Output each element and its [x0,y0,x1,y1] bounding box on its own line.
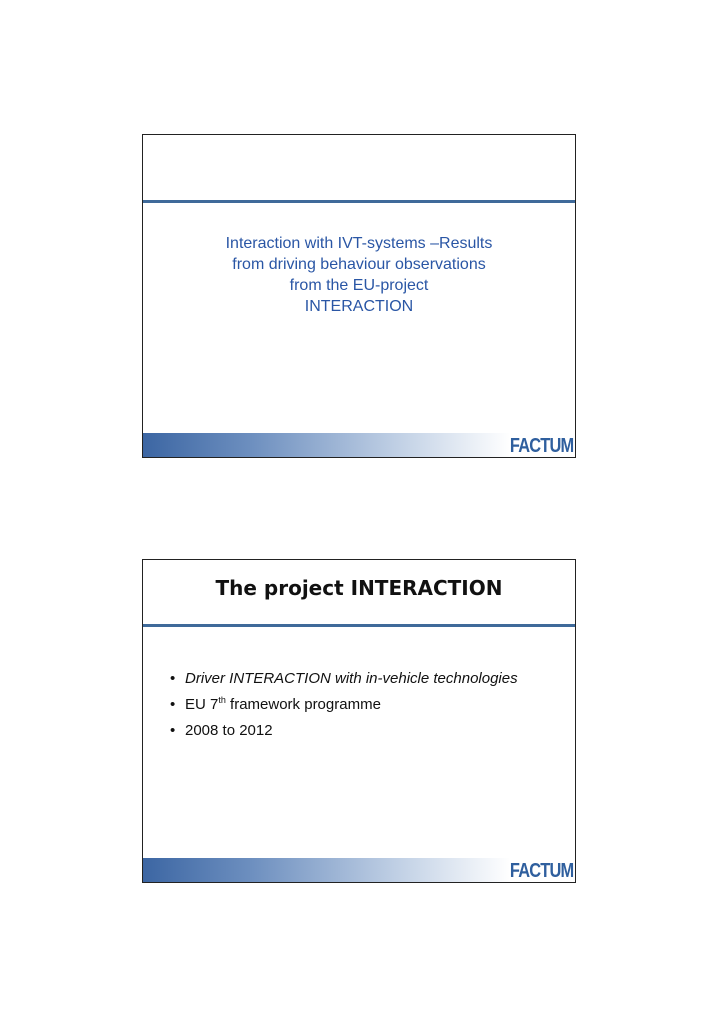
slide-heading-rule [143,624,575,627]
title-line: INTERACTION [304,298,414,315]
bullet-text: Driver INTERACTION with in-vehicle technologies [185,670,518,687]
slide-1 [142,134,576,458]
bullet-dot: • [170,670,176,687]
title-line: from the EU-project [289,277,429,294]
bullet-item [170,718,518,744]
slide-title-rule [143,200,575,203]
slide-title [143,233,575,317]
bullet-list [170,666,518,744]
bullet-text: 2008 to 2012 [185,722,273,739]
bullet-text-post: framework programme [225,696,381,713]
bullet-dot: • [170,696,176,713]
bullet-item [170,666,518,692]
factum-logo: FACTUM [509,860,573,882]
bullet-dot: • [170,722,176,739]
bullet-text-sup: th [218,695,226,705]
bullet-item [170,692,518,718]
slide-heading: The project INTERACTION [215,576,503,600]
title-line: Interaction with IVT-systems –Results [225,235,493,252]
title-line: from driving behaviour observations [232,256,486,273]
slide-2 [142,559,576,883]
bullet-text-pre: EU 7 [185,696,219,713]
factum-logo: FACTUM [509,435,573,457]
